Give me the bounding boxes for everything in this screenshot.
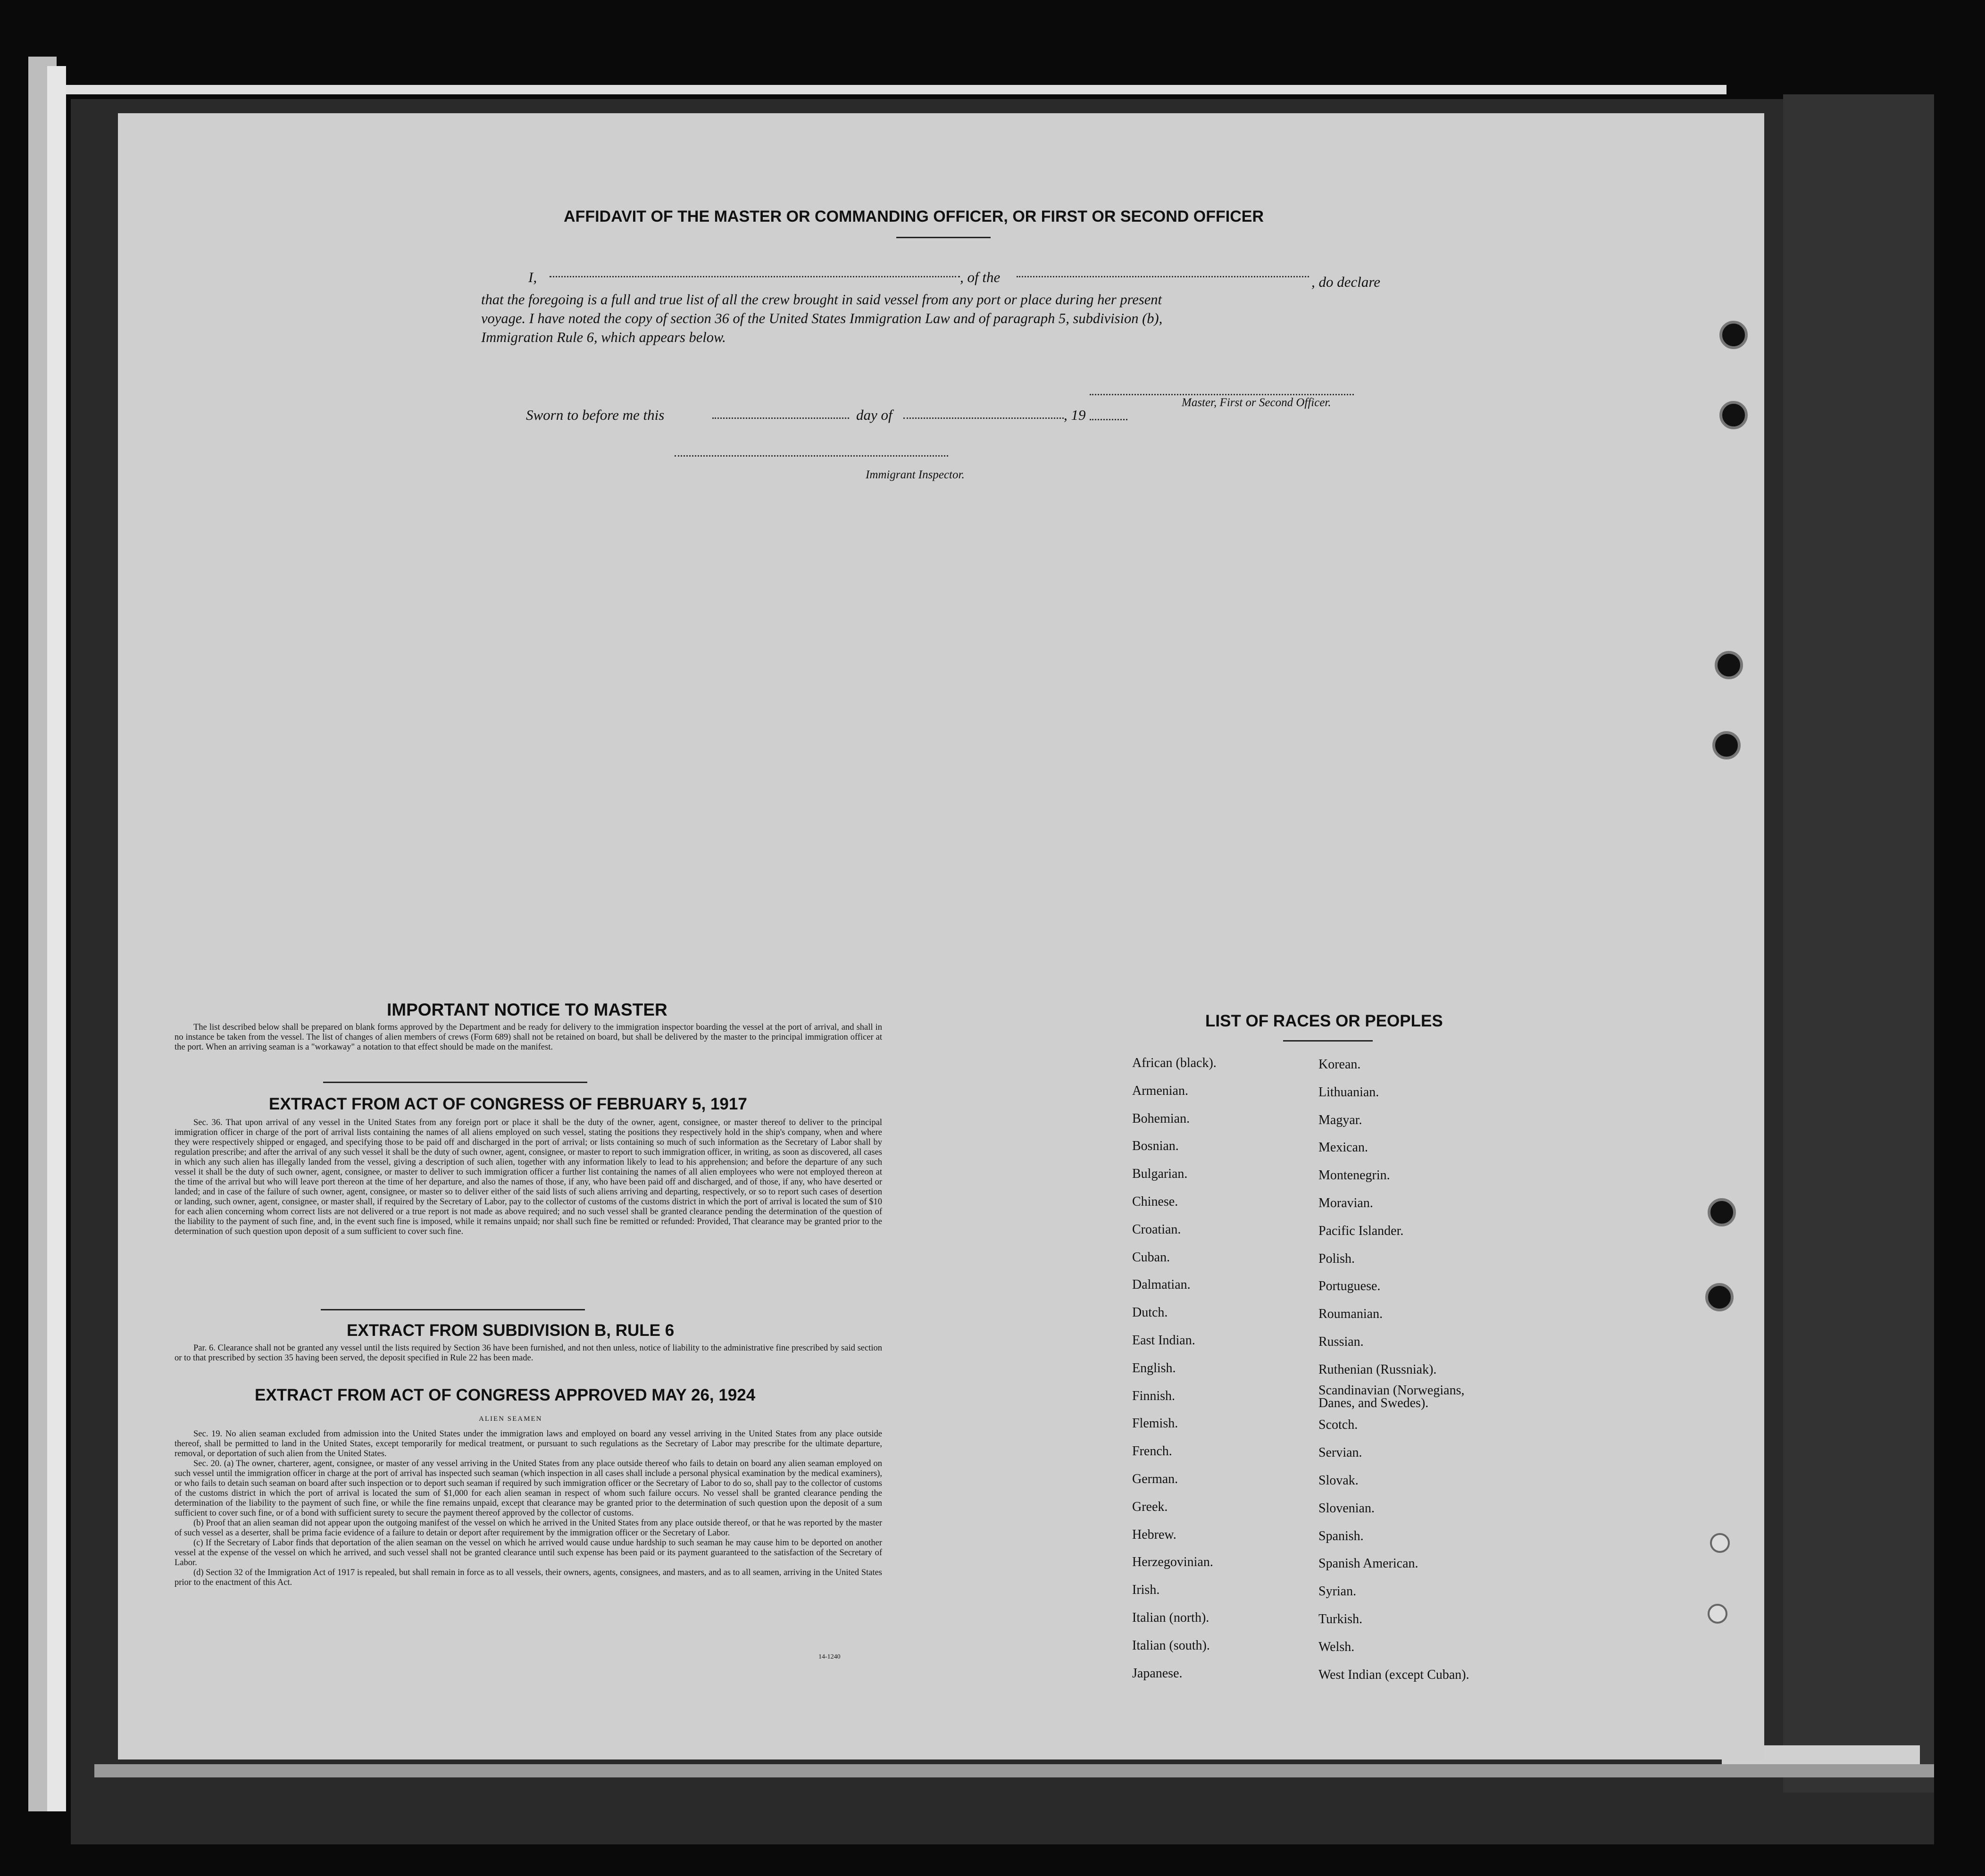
- stacked-page-edge: [47, 66, 66, 1811]
- race-item: Polish.: [1318, 1251, 1355, 1266]
- punch-hole: [1708, 1198, 1736, 1226]
- race-item: English.: [1132, 1360, 1176, 1376]
- race-item: Croatian.: [1132, 1222, 1181, 1237]
- race-item: Pacific Islander.: [1318, 1223, 1404, 1238]
- race-item: African (black).: [1132, 1056, 1217, 1070]
- race-item: Italian (south).: [1132, 1638, 1210, 1653]
- extract-1924-paragraph: (c) If the Secretary of Labor finds that deportation of the alien seaman on the vessel on which he arrived would cause undue hardship to such seaman he may cause him to be deported on another vessel at the expense of the vessel on which he arrived, and such vessel shall not be granted clearance until such expense has been paid or its payment guaranteed to the satisfaction of the Secretary of Labor.: [175, 1538, 882, 1568]
- vessel-blank: [1017, 276, 1309, 277]
- race-item: Scotch.: [1318, 1417, 1358, 1433]
- notice-paragraph: The list described below shall be prepared on blank forms approved by the Department and be ready for delivery to the immigration inspector boarding the vessel at the port of arrival, and shall in no instance be taken from the vessel. The list of changes of alien members of crews (Form 689) shall not be retained on board, but shall be delivered by the master to the principal immigration officer at the port. When an arriving seaman is a "workaway" a notation to that effect should be made on the manifest.: [175, 1023, 882, 1052]
- race-item: Armenian.: [1132, 1083, 1188, 1098]
- extract-1924-paragraph: (d) Section 32 of the Immigration Act of 1917 is repealed, but shall remain in force as to all vessels, their owners, agents, consignees, and masters, and as to all seamen, arriving in the United States prior to the enactment of this Act.: [175, 1568, 882, 1587]
- stacked-page-edge: [94, 1764, 1934, 1777]
- section-divider: [323, 1082, 587, 1083]
- race-item: Moravian.: [1318, 1195, 1373, 1210]
- race-item: Japanese.: [1132, 1666, 1183, 1681]
- race-item: Hebrew.: [1132, 1527, 1176, 1542]
- extract-rule6-body: [175, 1343, 882, 1363]
- extract-1917-title: EXTRACT FROM ACT OF CONGRESS OF FEBRUARY 5, 1917: [269, 1095, 747, 1113]
- affidavit-line-4: Immigration Rule 6, which appears below.: [481, 329, 726, 345]
- affidavit-line-2: that the foregoing is a full and true list of all the crew brought in said vessel from any port or place during her present: [481, 292, 1162, 308]
- extract-1924-paragraph: Sec. 19. No alien seaman excluded from admission into the United States under the immigration laws and employed on board any vessel arriving in the United States from any place outside thereof, shall be permitted to land in the United States, except temporarily for medical treatment, or pursuant to such regulations as the Secretary of Labor may prescribe for the ultimate departure, removal, or deportation of such alien from the United States.: [175, 1429, 882, 1459]
- race-item: Syrian.: [1318, 1584, 1357, 1599]
- punch-hole: [1708, 1604, 1727, 1624]
- affidavit-of-the-label: , of the: [960, 269, 1001, 285]
- race-item: Welsh.: [1318, 1639, 1355, 1654]
- race-item: Bohemian.: [1132, 1111, 1190, 1126]
- race-item: Herzegovinian.: [1132, 1555, 1213, 1570]
- race-item: German.: [1132, 1471, 1178, 1486]
- extract-1924-paragraph: (b) Proof that an alien seaman did not appear upon the outgoing manifest of the vessel on which he arrived in the United States from any place outside thereof, or that he was reported by the master of such vessel as a deserter, shall be prima facie evidence of a failure to detain or deport after requirement by the immigration officer or the Secretary of Labor.: [175, 1518, 882, 1538]
- extract-1924-body: [175, 1429, 882, 1588]
- race-item: Turkish.: [1318, 1611, 1363, 1626]
- race-item: Spanish American.: [1318, 1556, 1418, 1571]
- races-title-underline: [1283, 1040, 1373, 1042]
- affidavit-line-3: voyage. I have noted the copy of section 36 of the United States Immigration Law and of paragraph 5, subdivision (b),: [481, 310, 1163, 326]
- race-item: Bulgarian.: [1132, 1167, 1188, 1182]
- alien-seamen-subheading: ALIEN SEAMEN: [479, 1415, 542, 1423]
- punch-hole: [1719, 321, 1748, 349]
- master-signature-line: [1090, 394, 1354, 395]
- race-item: Portuguese.: [1318, 1279, 1381, 1294]
- sworn-year-blank: [1090, 419, 1127, 420]
- race-item: Irish.: [1132, 1583, 1160, 1598]
- punch-hole: [1705, 1283, 1734, 1311]
- race-item: Finnish.: [1132, 1388, 1176, 1403]
- extract-1917-body: [175, 1118, 882, 1237]
- document-page: [118, 113, 1764, 1759]
- affidavit-i-label: I,: [528, 269, 537, 285]
- name-blank: [550, 276, 960, 277]
- race-item: Dalmatian.: [1132, 1277, 1191, 1292]
- race-item: Korean.: [1318, 1057, 1361, 1072]
- punch-hole: [1710, 1533, 1730, 1553]
- sworn-month-blank: [903, 417, 1064, 419]
- race-item: Slovak.: [1318, 1473, 1359, 1488]
- race-item: Slovenian.: [1318, 1501, 1375, 1516]
- extract-1924-paragraph: Sec. 20. (a) The owner, charterer, agent, consignee, or master of any vessel arriving in the United States from any place outside thereof who fails to detain on board any alien seaman employed on such vessel until the immigration officer in charge at the port of arrival has inspected such seaman (which inspection in all cases shall include a personal physical examination by the medical examiners), or who fails to detain such seaman on board after such inspection or to deport such seaman if required by such immigration officer or the Secretary of Labor to do so, shall pay to the collector of customs of the customs district in which the port of arrival is located the sum of $1,000 for each alien seaman in respect of whom such failure occurs. No vessel shall be granted clearance pending the determination of the liability to the payment of such fine, or while the fine remains unpaid, except that clearance may be granted prior to the determination of such question upon the deposit of a sum sufficient to cover such fine, or of a bond with sufficient surety to secure the payment thereof approved by the collector of customs.: [175, 1459, 882, 1518]
- race-item: Bosnian.: [1132, 1139, 1179, 1154]
- form-number: 14-1240: [818, 1653, 841, 1660]
- race-item: Cuban.: [1132, 1250, 1170, 1265]
- notice-title: IMPORTANT NOTICE TO MASTER: [387, 1000, 667, 1019]
- race-item: Ruthenian (Russniak).: [1318, 1362, 1437, 1377]
- race-item: East Indian.: [1132, 1333, 1195, 1348]
- sworn-label: Sworn to before me this: [526, 407, 665, 423]
- races-right-column: [1318, 1051, 1474, 1689]
- stacked-page-edge: [66, 85, 1726, 94]
- inspector-signature-line: [675, 455, 948, 457]
- race-item: Roumanian.: [1318, 1307, 1383, 1322]
- race-item: Magyar.: [1318, 1112, 1362, 1127]
- punch-hole: [1719, 401, 1748, 429]
- binder-cover-right: [1783, 94, 1934, 1793]
- race-item: Flemish.: [1132, 1416, 1178, 1431]
- race-item: Greek.: [1132, 1499, 1168, 1514]
- extract-1917-paragraph: Sec. 36. That upon arrival of any vessel in the United States from any foreign port or place it shall be the duty of the owner, agent, consignee, or master thereof to deliver to the principal immigration officer in charge of the port of arrival lists containing the names of all aliens employed on such vessel, stating the positions they respectively hold in the ship's company, when and where they were respectively shipped or engaged, and specifying those to be paid off and discharged in the port of arrival; or lists containing so much of such information as the Secretary of Labor shall by regulation prescribe; and after the arrival of any such vessel it shall be the duty of such owner, agent, consignee, or master to report to such immigration officer, in writing, as soon as discovered, all cases in which any such alien has illegally landed from the vessel, giving a description of such alien, together with any information likely to lead to his apprehension; and before the departure of any such vessel it shall be the duty of such owner, agent, consignee, or master to deliver to such immigration officer a further list containing the names of all alien employees who were not employed thereon at the time of the arrival but who will leave port thereon at the time of her departure, and also the names of those, if any, who have been paid off and discharged, and of those, if any, who have deserted or landed; and in case of the failure of such owner, agent, consignee, or master so to deliver either of the said lists of such aliens arriving and departing, respectively, or so to report such cases of desertion or landing, such owner, agent, consignee, or master shall, if required by the Secretary of Labor, pay to the collector of customs of the customs district in which the port of arrival is located the sum of $10 for each alien concerning whom correct lists are not delivered or a true report is not made as above required; and no such vessel shall be granted clearance pending the determination of the question of the liability to the payment of such fine, and, in the event such fine is imposed, while it remains unpaid; nor shall such fine be remitted or refunded: Provided, That clearance may be granted prior to the determination of such question upon deposit of a sum sufficient to cover such fine.: [175, 1118, 882, 1236]
- inspector-label: Immigrant Inspector.: [866, 468, 965, 481]
- extract-1924-title: EXTRACT FROM ACT OF CONGRESS APPROVED MAY 26, 1924: [255, 1386, 756, 1404]
- race-item: Montenegrin.: [1318, 1168, 1390, 1183]
- notice-body: [175, 1023, 882, 1052]
- title-underline: [896, 237, 991, 238]
- race-item: Lithuanian.: [1318, 1084, 1379, 1100]
- affidavit-title: AFFIDAVIT OF THE MASTER OR COMMANDING OFFICER, OR FIRST OR SECOND OFFICER: [564, 208, 1264, 225]
- punch-hole: [1715, 651, 1743, 679]
- affidavit-declare-label: , do declare: [1311, 274, 1381, 290]
- race-item: Russian.: [1318, 1334, 1364, 1349]
- races-left-column: [1132, 1050, 1217, 1687]
- year-label: , 19: [1064, 407, 1086, 423]
- extract-rule6-paragraph: Par. 6. Clearance shall not be granted any vessel until the lists required by Section 36 have been furnished, and not then unless, notice of liability to the administrative fine prescribed by said section or to that prescribed by section 35 having been served, the deposit specified in Rule 22 has been made.: [175, 1343, 882, 1363]
- race-item: West Indian (except Cuban).: [1318, 1667, 1469, 1682]
- section-divider: [321, 1309, 585, 1310]
- race-item: Dutch.: [1132, 1305, 1168, 1320]
- race-item: Italian (north).: [1132, 1610, 1209, 1625]
- race-item: Scandinavian (Norwegians, Danes, and Swedes).: [1318, 1383, 1465, 1410]
- race-item: Servian.: [1318, 1445, 1362, 1460]
- race-item: Chinese.: [1132, 1194, 1178, 1209]
- master-signature-label: Master, First or Second Officer.: [1182, 396, 1331, 409]
- race-item: Spanish.: [1318, 1528, 1364, 1543]
- punch-hole: [1712, 731, 1741, 759]
- race-item: French.: [1132, 1444, 1172, 1459]
- race-item: Mexican.: [1318, 1140, 1368, 1155]
- races-title: LIST OF RACES OR PEOPLES: [1205, 1012, 1443, 1030]
- sworn-day-blank: [712, 417, 849, 419]
- day-of-label: day of: [856, 407, 892, 423]
- extract-rule6-title: EXTRACT FROM SUBDIVISION B, RULE 6: [347, 1321, 675, 1340]
